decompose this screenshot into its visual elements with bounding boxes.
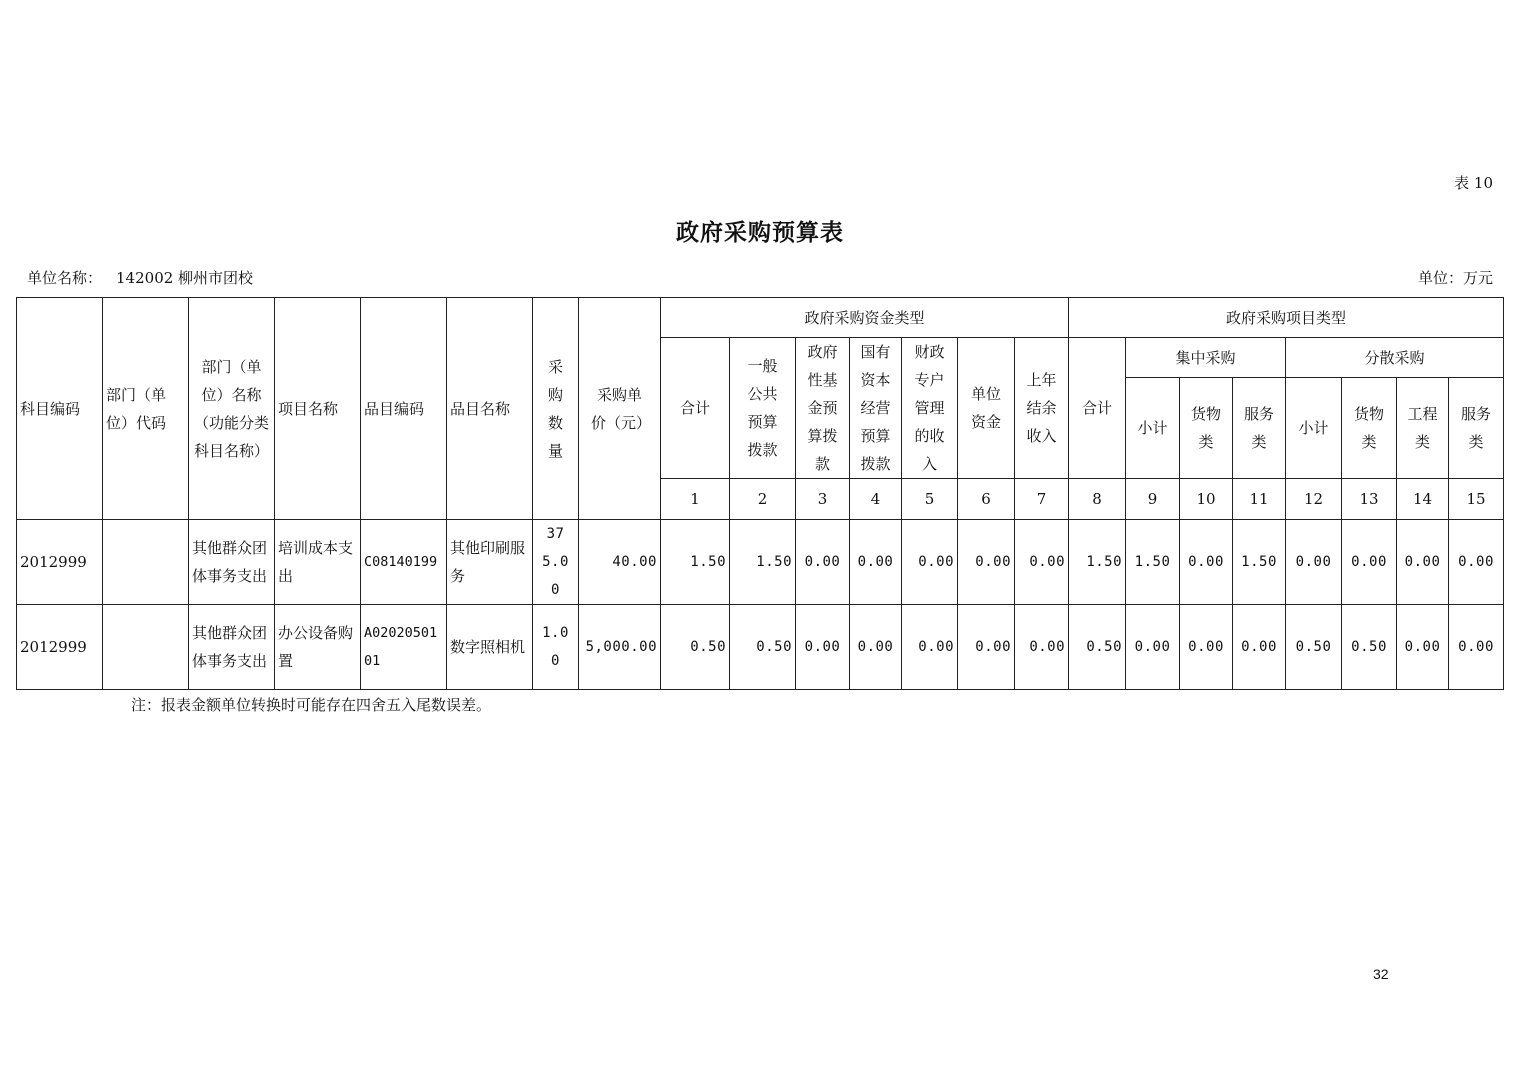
cell-value: 0.00	[1180, 520, 1233, 605]
column-number: 3	[796, 479, 850, 520]
cell-value: 0.00	[1233, 605, 1286, 690]
table-number: 表 10	[1454, 174, 1493, 192]
table-row	[17, 605, 1504, 690]
cell-value: 0.50	[1342, 605, 1397, 690]
cell-value: 1.50	[661, 520, 730, 605]
unit-name-value: 142002 柳州市团校	[116, 269, 254, 287]
header-unit-price: 采购单价（元）	[579, 298, 661, 520]
cell-value: 0.00	[1342, 520, 1397, 605]
cell-value: 0.00	[850, 520, 902, 605]
header-d-service: 服务类	[1449, 378, 1504, 479]
header-last-year-balance: 上年结余收入	[1015, 338, 1069, 479]
page-number: 32	[1373, 966, 1389, 982]
cell-value: 0.00	[1397, 520, 1449, 605]
cell-project-name: 培训成本支出	[275, 520, 361, 605]
column-number: 1	[661, 479, 730, 520]
header-c-subtotal: 小计	[1126, 378, 1180, 479]
unit-name	[27, 267, 253, 288]
column-number: 5	[902, 479, 958, 520]
cell-item-code: C08140199	[361, 520, 447, 605]
cell-unit-price: 40.00	[579, 520, 661, 605]
header-d-works: 工程类	[1397, 378, 1449, 479]
cell-value: 0.00	[902, 520, 958, 605]
cell-value: 0.00	[850, 605, 902, 690]
cell-value: 0.00	[1015, 605, 1069, 690]
cell-dept-code	[103, 520, 189, 605]
column-number: 4	[850, 479, 902, 520]
cell-value: 1.50	[1233, 520, 1286, 605]
cell-item-name: 数字照相机	[447, 605, 533, 690]
header-centralized: 集中采购	[1126, 338, 1286, 378]
cell-quantity: 375.00	[533, 520, 579, 605]
footnote: 注：报表金额单位转换时可能存在四舍五入尾数误差。	[131, 696, 492, 714]
cell-unit-price: 5,000.00	[579, 605, 661, 690]
column-number: 15	[1449, 479, 1504, 520]
header-c-goods: 货物类	[1180, 378, 1233, 479]
column-number: 11	[1233, 479, 1286, 520]
cell-dept-name: 其他群众团体事务支出	[189, 520, 275, 605]
cell-project-name: 办公设备购置	[275, 605, 361, 690]
column-number: 14	[1397, 479, 1449, 520]
header-d-goods: 货物类	[1342, 378, 1397, 479]
header-fund-total: 合计	[661, 338, 730, 479]
column-number: 9	[1126, 479, 1180, 520]
cell-value: 0.00	[1015, 520, 1069, 605]
cell-value: 0.00	[796, 520, 850, 605]
cell-value: 0.50	[730, 605, 796, 690]
header-decentralized: 分散采购	[1286, 338, 1504, 378]
header-c-service: 服务类	[1233, 378, 1286, 479]
header-fund-type: 政府采购资金类型	[661, 298, 1069, 338]
header-item-name: 品目名称	[447, 298, 533, 520]
header-project-name: 项目名称	[275, 298, 361, 520]
cell-value: 0.00	[1397, 605, 1449, 690]
cell-value: 0.00	[958, 605, 1015, 690]
cell-value: 0.50	[661, 605, 730, 690]
cell-quantity: 1.00	[533, 605, 579, 690]
unit-name-label: 单位名称：	[27, 269, 103, 287]
cell-item-name: 其他印刷服务	[447, 520, 533, 605]
header-d-subtotal: 小计	[1286, 378, 1342, 479]
cell-value: 1.50	[1126, 520, 1180, 605]
header-dept-name: 部门（单位）名称（功能分类科目名称）	[189, 298, 275, 520]
column-number: 10	[1180, 479, 1233, 520]
cell-value: 0.00	[1126, 605, 1180, 690]
cell-value: 0.00	[796, 605, 850, 690]
header-special-account: 财政专户管理的收入	[902, 338, 958, 479]
column-number: 12	[1286, 479, 1342, 520]
cell-dept-code	[103, 605, 189, 690]
header-gov-fund: 政府性基金预算拨款	[796, 338, 850, 479]
cell-value: 0.00	[902, 605, 958, 690]
column-number: 7	[1015, 479, 1069, 520]
column-number: 2	[730, 479, 796, 520]
header-dept-code: 部门（单位）代码	[103, 298, 189, 520]
cell-value: 0.00	[1180, 605, 1233, 690]
column-number: 6	[958, 479, 1015, 520]
column-number: 8	[1069, 479, 1126, 520]
header-quantity: 采购数量	[533, 298, 579, 520]
cell-value: 0.00	[1449, 605, 1504, 690]
header-state-capital: 国有资本经营预算拨款	[850, 338, 902, 479]
header-project-type: 政府采购项目类型	[1069, 298, 1504, 338]
cell-item-code: A02020501 01	[361, 605, 447, 690]
cell-value: 0.00	[1449, 520, 1504, 605]
cell-dept-name: 其他群众团体事务支出	[189, 605, 275, 690]
currency-unit: 单位：万元	[1417, 269, 1493, 287]
header-unit-fund: 单位资金	[958, 338, 1015, 479]
cell-value: 0.00	[958, 520, 1015, 605]
header-subject-code: 科目编码	[17, 298, 103, 520]
cell-value: 0.50	[1069, 605, 1126, 690]
cell-value: 0.00	[1286, 520, 1342, 605]
page-title: 政府采购预算表	[676, 219, 844, 246]
header-project-total: 合计	[1069, 338, 1126, 479]
header-general-public: 一般公共预算拨款	[730, 338, 796, 479]
table-row	[17, 520, 1504, 605]
cell-value: 0.50	[1286, 605, 1342, 690]
procurement-budget-table	[16, 297, 1504, 690]
header-item-code: 品目编码	[361, 298, 447, 520]
cell-subject-code: 2012999	[17, 520, 103, 605]
cell-subject-code: 2012999	[17, 605, 103, 690]
cell-value: 1.50	[730, 520, 796, 605]
cell-value: 1.50	[1069, 520, 1126, 605]
column-number: 13	[1342, 479, 1397, 520]
